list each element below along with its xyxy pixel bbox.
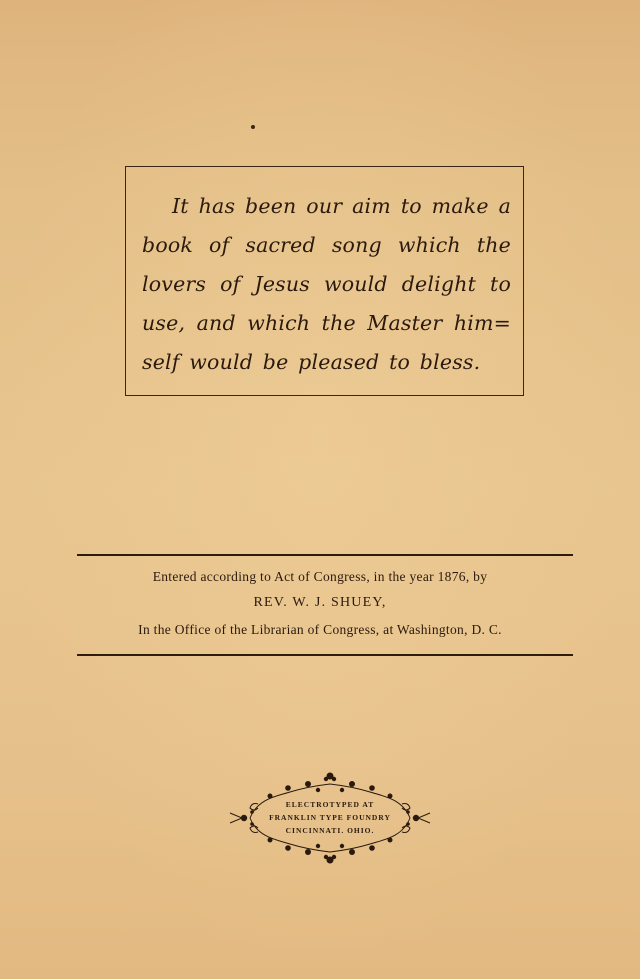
bottom-rule — [77, 654, 573, 656]
ink-speck — [251, 125, 255, 129]
quote-line-1: It has been our aim to make a — [172, 194, 511, 218]
imprint-line-2: FRANKLIN TYPE FOUNDRY — [269, 813, 391, 822]
copyright-office-line: In the Office of the Librarian of Congress, at Washington, D. C. — [138, 622, 502, 637]
quote-line-3: lovers of Jesus would delight to — [142, 272, 511, 296]
quote-line-2: book of sacred song which the — [142, 233, 511, 257]
quote-line-5: self would be pleased to bless. — [142, 350, 481, 374]
quote-line-4: use, and which the Master him= — [142, 311, 511, 335]
imprint-line-1: ELECTROTYPED AT — [285, 800, 375, 809]
imprint-emblem — [228, 768, 432, 868]
copyright-entered-line: Entered according to Act of Congress, in the year 1876, by — [152, 569, 488, 584]
quote-box — [125, 166, 524, 396]
copyright-owner-name: REV. W. J. SHUEY, — [253, 595, 387, 610]
imprint-line-3: CINCINNATI. OHIO. — [285, 826, 375, 835]
top-rule — [77, 554, 573, 556]
